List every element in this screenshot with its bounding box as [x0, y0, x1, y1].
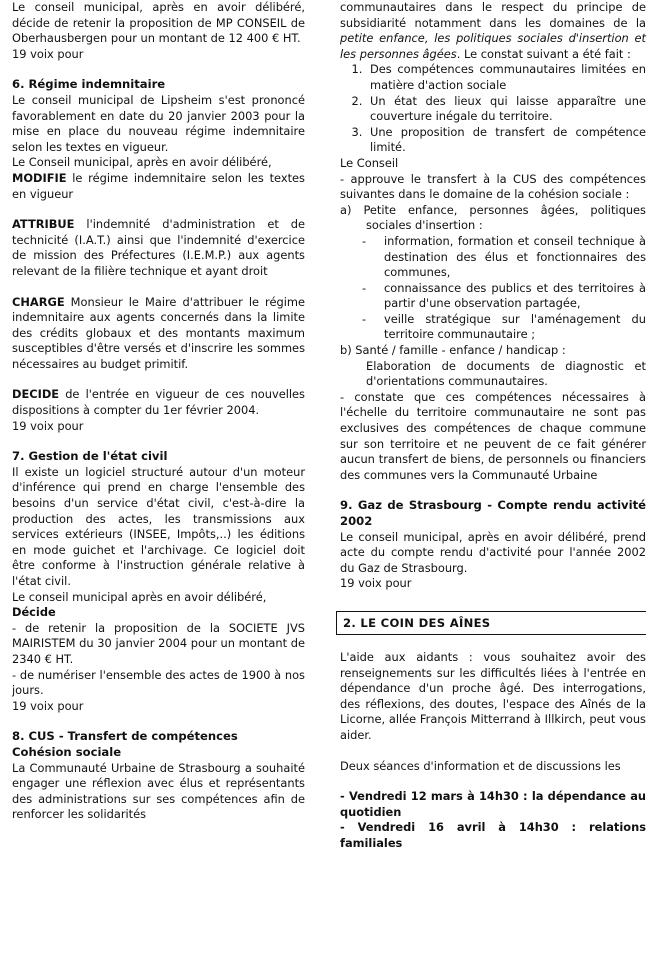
intro-paragraph: Le conseil municipal, après en avoir délibéré, décide de retenir la proposition de MP CONSEIL de Oberhausbergen pour un montant de 12 400 € HT.	[12, 0, 305, 46]
list-item: - connaissance des publics et des territoires à partir d'une observation partagée,	[384, 281, 646, 312]
section-8-paragraph-1: La Communauté Urbaine de Strasbourg a souhaité engager une réflexion avec élus et représentants des administrations sur ses compétences afin de renforcer les solidarités	[12, 760, 305, 822]
section-6-modifie: MODIFIE le régime indemnitaire selon les textes en vigueur	[12, 170, 305, 201]
section-6-paragraph-2: Le Conseil municipal, après en avoir délibéré,	[12, 155, 272, 170]
list-item: - veille stratégique sur l'aménagement du territoire communautaire ;	[384, 312, 646, 343]
section-7-vote: 19 voix pour	[12, 698, 84, 713]
section-7-decision-2: - de numériser l'ensemble des actes de 1900 à nos jours.	[12, 667, 305, 698]
intro-vote: 19 voix pour	[12, 46, 84, 61]
event-1: - Vendredi 12 mars à 14h30 : la dépendance au quotidien	[340, 789, 646, 819]
section-7-decision-1: - de retenir la proposition de la SOCIETE JVS MAIRISTEM du 30 janvier 2004 pour un montant de 2340 € HT.	[12, 620, 305, 666]
keyword-charge: CHARGE	[12, 294, 65, 309]
constate-paragraph: - constate que ces compétences nécessaires à l'échelle du territoire communautaire ne sont pas exclusives des compétences de chaque commune sur son territoire et ne peuvent de ce fait générer aucun transfert de biens, de personnels ou financiers des communes vers la Communauté Urbaine	[340, 389, 646, 482]
section-6-paragraph-1: Le conseil municipal de Lipsheim s'est prononcé favorablement en date du 20 janvier 2003 pour la mise en place du nouveau régime indemnitaire selon les textes en vigueur.	[12, 92, 305, 154]
conseil-label: Le Conseil	[340, 155, 399, 170]
coin-paragraph-2: Deux séances d'information et de discussions les	[340, 758, 621, 773]
keyword-modifie: MODIFIE	[12, 170, 67, 185]
coin-des-aines-heading: 2. LE COIN DES AÎNES	[336, 611, 646, 635]
point-b: b) Santé / famille - enfance / handicap :	[340, 343, 566, 358]
point-b-text: Elaboration de documents de diagnostic et d'orientations communautaires.	[366, 358, 646, 389]
list-item: - information, formation et conseil technique à destination des élus et fonctionnaires des communes,	[384, 234, 646, 281]
coin-paragraph-1: L'aide aux aidants : vous souhaitez avoir des renseignements sur les difficultés liées à l'entrée en dépendance d'un proche âgé. Des interrogations, des réflexions, des doutes, l'espace des Aînés de la Licorne, allée François Mitterrand à Illkirch, peut vous aider.	[340, 649, 646, 742]
section-9-vote: 19 voix pour	[340, 576, 412, 591]
approuve-paragraph: - approuve le transfert à la CUS des compétences suivantes dans le domaine de la cohésion sociale :	[340, 171, 646, 202]
list-item: 2. Un état des lieux qui laisse apparaître une couverture inégale du territoire.	[366, 94, 646, 125]
point-a-list	[340, 234, 646, 343]
section-7-paragraph-2: Le conseil municipal après en avoir délibéré,	[12, 589, 267, 604]
left-column	[12, 0, 305, 823]
section-6-attribue: ATTRIBUE l'indemnité d'administration et de technicité (I.A.T.) ainsi que l'indemnité d'exercice de mission des Préfectures (I.E.M.P.) aux agents relevant de la filière technique et ayant droit	[12, 217, 305, 278]
right-column	[340, 0, 646, 852]
section-9-paragraph: Le conseil municipal, après en avoir délibéré, prend acte du compte rendu d'activité pour l'année 2002 du Gaz de Strasbourg.	[340, 529, 646, 575]
point-a: a) Petite enfance, personnes âgées, politiques sociales d'insertion :	[340, 202, 646, 233]
section-9-title: 9. Gaz de Strasbourg - Compte rendu activité 2002	[340, 498, 646, 528]
section-8-continued: communautaires dans le respect du principe de subsidiarité notamment dans les domaines de la petite enfance, les politiques sociales d'insertion et les personnes âgées. Le constat suivant a été fait :	[340, 0, 646, 61]
findings-list	[340, 62, 646, 156]
keyword-attribue: ATTRIBUE	[12, 217, 75, 232]
list-item: 3. Une proposition de transfert de compétence limité.	[366, 125, 646, 156]
section-6-title: 6. Régime indemnitaire	[12, 77, 166, 92]
section-6-charge: CHARGE Monsieur le Maire d'attribuer le régime indemnitaire aux agents concernés dans la limite des crédits globaux et des montants maximum susceptibles d'être versés et d'inscrire les sommes nécessaires au budget primitif.	[12, 294, 305, 371]
event-2: - Vendredi 16 avril à 14h30 : relations familiales	[340, 820, 646, 850]
section-7-paragraph-1: Il existe un logiciel structuré autour d'un moteur d'inférence qui prend en charge l'ensemble des besoins d'un service d'état civil, c'est-à-dire la production des actes, les transmissions aux services extérieurs (INSEE, Impôts,..) les éditions en mode guichet et l'archivage. Ce logiciel doit être conforme à l'instruction générale relative à l'état civil.	[12, 464, 305, 588]
section-8-title: 8. CUS - Transfert de compétences	[12, 729, 238, 744]
keyword-decide: DECIDE	[12, 387, 60, 402]
section-8-subtitle: Cohésion sociale	[12, 744, 122, 759]
section-7-decide: Décide	[12, 605, 56, 620]
section-6-decide: DECIDE de l'entrée en vigueur de ces nouvelles dispositions à compter du 1er février 2004.	[12, 387, 305, 418]
section-6-vote: 19 voix pour	[12, 418, 84, 433]
list-item: 1. Des compétences communautaires limitées en matière d'action sociale	[366, 62, 646, 93]
section-7-title: 7. Gestion de l'état civil	[12, 449, 168, 464]
